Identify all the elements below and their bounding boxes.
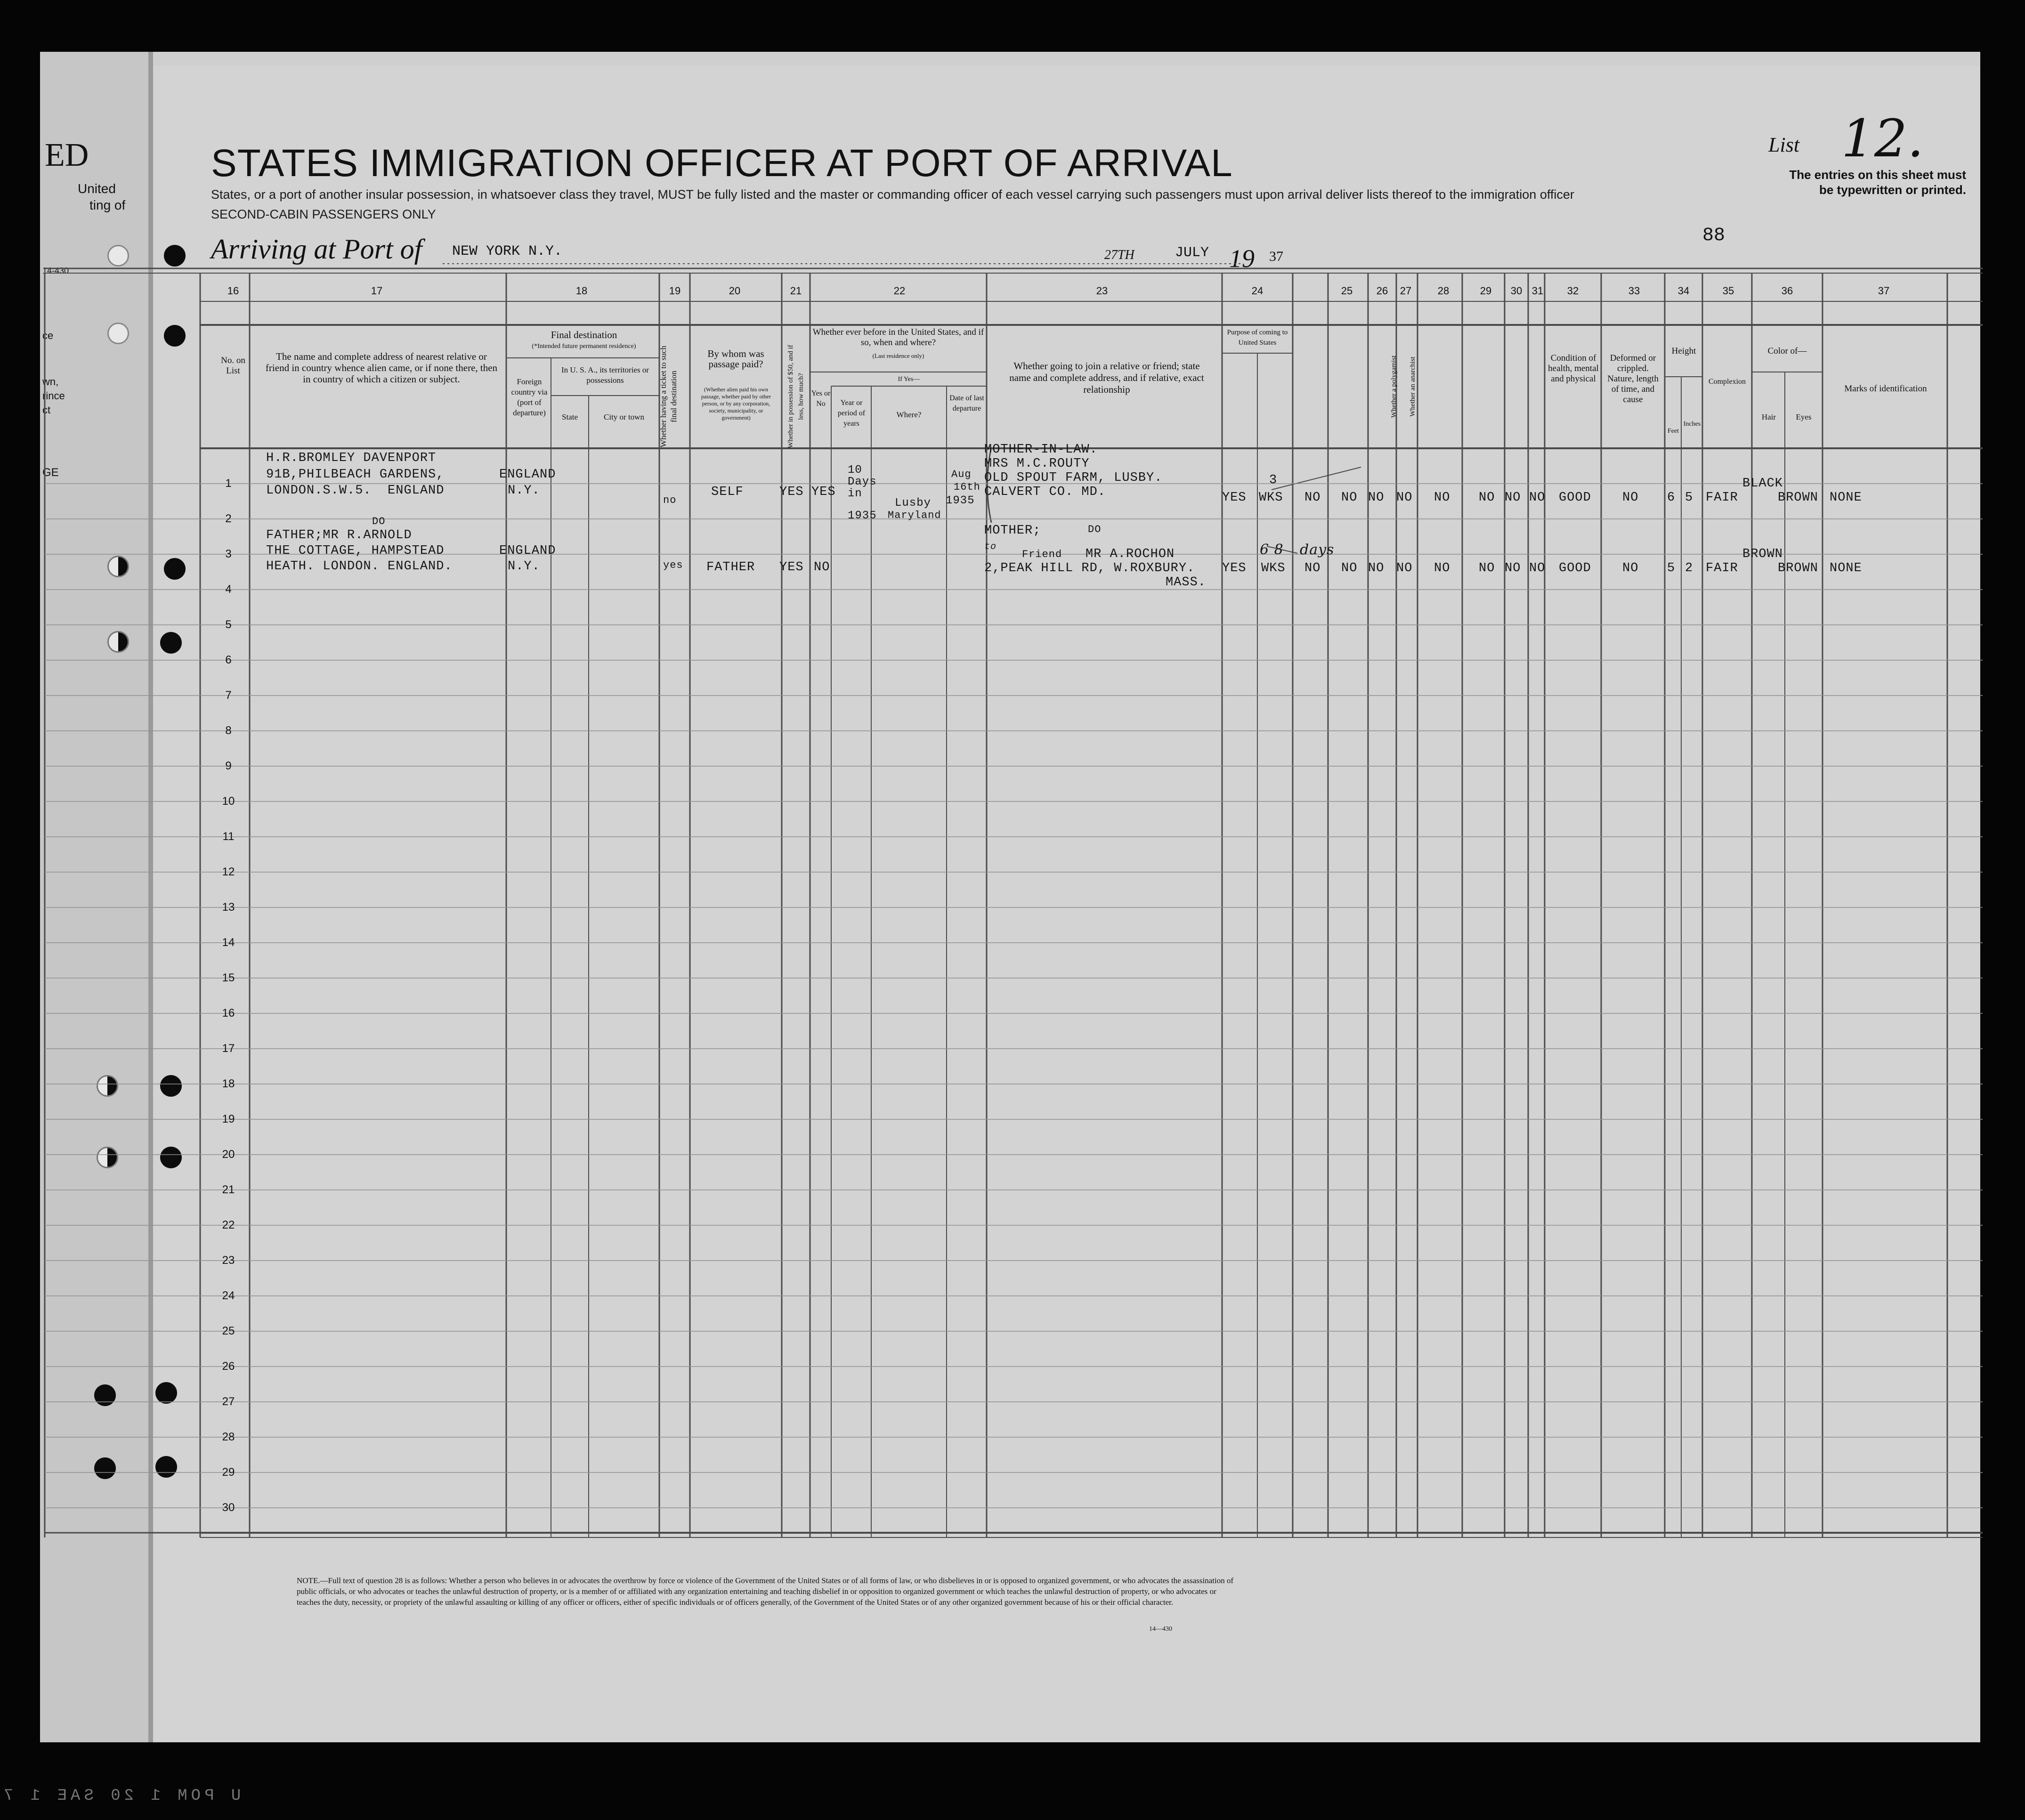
r1-col27: NO xyxy=(1368,491,1385,505)
r1-purpose: YES xyxy=(1222,491,1247,505)
r2-ditto: DO xyxy=(372,516,386,527)
header-possession: Whether in possession of $50, and if less, how much? xyxy=(787,345,805,448)
header-feet: Feet xyxy=(1667,428,1679,435)
row-number: 6 xyxy=(225,654,232,666)
col-23-number: 23 xyxy=(1096,285,1108,297)
r3-join-1: MR A.ROCHON xyxy=(1085,547,1175,561)
col-16-number: 16 xyxy=(227,285,239,297)
col-18-number: 18 xyxy=(575,285,588,297)
r3-join-friend: Friend xyxy=(1022,549,1062,560)
col-28-number: 28 xyxy=(1437,285,1450,297)
col-30-number: 30 xyxy=(1510,285,1523,297)
row-number: 13 xyxy=(222,901,235,914)
year-prefix: 19 xyxy=(1229,244,1255,273)
header-state: State xyxy=(562,413,578,421)
col-19-number: 19 xyxy=(669,285,681,297)
col-29-number: 29 xyxy=(1480,285,1492,297)
header-purpose: Purpose of coming to United States xyxy=(1227,329,1288,347)
left-fragment-rince: rince xyxy=(42,390,65,402)
header-height: Height xyxy=(1671,346,1696,356)
left-fragment-ct: ct xyxy=(42,404,51,416)
header-hair: Hair xyxy=(1761,413,1776,421)
r3-join-3: MASS. xyxy=(1166,575,1207,590)
left-fragment-wn: wn, xyxy=(42,376,59,388)
row-number: 26 xyxy=(222,1360,235,1373)
row-number: 2 xyxy=(225,512,232,525)
header-inches: Inches xyxy=(1683,421,1701,428)
row-number: 5 xyxy=(225,618,232,631)
r1-join-3: OLD SPOUT FARM, LUSBY. xyxy=(984,471,1163,485)
r3-relative-line3: HEATH. LONDON. ENGLAND. xyxy=(266,559,453,574)
r3-complexion: FAIR xyxy=(1706,561,1738,575)
r3-col31: NO xyxy=(1529,561,1546,575)
r3-length-handwritten: days xyxy=(1300,542,1335,558)
r1-col31: NO xyxy=(1529,491,1546,505)
col-27-number: 27 xyxy=(1400,285,1412,297)
row-number: 3 xyxy=(225,548,232,560)
header-last-residence: (Last residence only) xyxy=(872,352,924,359)
r1-has-50: YES xyxy=(779,485,804,499)
r3-foreign-country: ENGLAND xyxy=(499,544,556,558)
col-22-number: 22 xyxy=(893,285,906,297)
col-32-number: 32 xyxy=(1567,285,1579,297)
header-by-whom-sub: (Whether alien paid his own passage, whether paid by other person, or by any corporation, society, municipality, or government) xyxy=(701,386,771,421)
r3-purpose: YES xyxy=(1222,561,1247,575)
r1-col28: NO xyxy=(1434,491,1450,505)
header-city: City or town xyxy=(604,413,644,421)
row-number: 16 xyxy=(222,1007,235,1019)
row-number: 4 xyxy=(225,583,232,596)
r3-length-struck: 6 8 xyxy=(1260,542,1284,558)
r1-date-1: Aug xyxy=(951,469,972,480)
r1-ticket: no xyxy=(663,494,677,506)
r1-col30: NO xyxy=(1505,491,1521,505)
col-35-number: 35 xyxy=(1722,285,1734,297)
header-deformed: Deformed or crippled. Nature, length of time, and cause xyxy=(1607,353,1659,404)
col-25-number: 25 xyxy=(1341,285,1353,297)
col-33-number: 33 xyxy=(1628,285,1640,297)
header-foreign-country: Foreign country via (port of departure) xyxy=(511,377,548,417)
left-fragment-ting: ting of xyxy=(89,198,126,212)
header-going-to-join: Whether going to join a relative or friend; state name and complete address, and if relative, exact relationship xyxy=(1009,360,1204,395)
typewritten-note-line1: The entries on this sheet must xyxy=(1789,168,1966,182)
r1-hair: BLACK xyxy=(1742,477,1783,491)
r3-deformed: NO xyxy=(1622,561,1639,575)
left-fragment-code: 14-430 xyxy=(42,266,69,275)
row-number: 29 xyxy=(222,1466,235,1479)
r3-join-ditto: DO xyxy=(1088,524,1102,535)
left-fragment-ce: ce xyxy=(42,330,54,341)
r3-join-mother: MOTHER; xyxy=(984,524,1041,538)
header-where: Where? xyxy=(896,410,922,419)
row-number: 20 xyxy=(222,1148,235,1161)
r3-col27: NO xyxy=(1368,561,1385,575)
row-number: 14 xyxy=(222,936,235,949)
form-title: STATES IMMIGRATION OFFICER AT PORT OF ARRIVAL xyxy=(211,142,1233,185)
r1-relative-line3: LONDON.S.W.5. ENGLAND xyxy=(266,484,445,498)
row-number: 28 xyxy=(222,1431,235,1443)
header-final-destination: Final destination xyxy=(551,329,617,340)
col-31-number: 31 xyxy=(1531,285,1544,297)
arriving-label: Arriving at Port of xyxy=(211,234,422,265)
r1-join-2: MRS M.C.ROUTY xyxy=(984,457,1090,471)
r3-hair: BROWN xyxy=(1742,547,1783,561)
r1-state: N.Y. xyxy=(508,484,540,498)
row-number: 19 xyxy=(222,1113,235,1125)
r1-eyes: BROWN xyxy=(1778,491,1819,505)
r3-before: NO xyxy=(814,560,830,574)
col-36-number: 36 xyxy=(1781,285,1793,297)
row-number: 7 xyxy=(225,689,232,702)
r1-feet: 6 xyxy=(1667,491,1676,505)
header-polygamist: Whether a polygamist xyxy=(1390,355,1398,418)
r1-period-2: Days xyxy=(848,476,877,488)
r1-marks: NONE xyxy=(1830,491,1862,505)
row-number: 22 xyxy=(222,1219,235,1231)
header-yes-or-no: Yes or No xyxy=(811,389,831,408)
r1-date-3: 1935 xyxy=(946,494,975,507)
question-28-note: NOTE.—Full text of question 28 is as follows: Whether a person who believes in or advocates the overthrow by force or violence of the Government of the United States or of all forms of law, or who disbelieves in or is opposed to organized government, or who advocates the assassination of public officials, or who advocates or teaches the unlawful destruction of property, or is a member of or affiliated with any organization entertaining and teaching disbelief in or opposition to organized government or which teaches the unlawful destruction of property, or who advocates or teaches the duty, necessity, or propriety of the unlawful assaulting or killing of any officer or officers, either of specific individuals or of officers generally, of the Government of the United States or of any other organized government because of his or their official character. xyxy=(297,1576,1234,1607)
row-number: 17 xyxy=(222,1042,235,1055)
list-label: List xyxy=(1768,133,1800,156)
header-date-last-departure: Date of last departure xyxy=(949,394,984,413)
r1-join-4: CALVERT CO. MD. xyxy=(984,485,1106,499)
header-ever-before: Whether ever before in the United States, and if so, when and where? xyxy=(812,327,984,348)
r1-deformed: NO xyxy=(1622,491,1639,505)
col-17-number: 17 xyxy=(371,285,383,297)
r1-complexion: FAIR xyxy=(1706,491,1738,505)
r1-condition: GOOD xyxy=(1559,491,1591,505)
r1-relative-line2: 91B,PHILBEACH GARDENS, xyxy=(266,468,445,482)
r1-date-2: 16th xyxy=(954,481,980,493)
port-value: NEW YORK N.Y. xyxy=(452,243,563,259)
row-number: 10 xyxy=(222,795,235,808)
col-26-number: 26 xyxy=(1376,285,1388,297)
second-cabin-label: SECOND-CABIN PASSENGERS ONLY xyxy=(211,207,436,221)
col-20-number: 20 xyxy=(729,285,741,297)
form-instructions: States, or a port of another insular possession, in whatsoever class they travel, MUST be fully listed and the master or commanding officer of each vessel carrying such passengers must upon arrival deliver lists thereof to the immigration officer xyxy=(211,187,1574,202)
row-number: 24 xyxy=(222,1289,235,1302)
header-nearest-relative: The name and complete address of nearest relative or friend in country whence alien came, or if none there, then in country of which a citizen or subject. xyxy=(265,351,498,385)
r3-join-to: to xyxy=(984,542,997,552)
header-ticket: Whether having a ticket to such final destination xyxy=(659,346,678,447)
r3-relative-line1: FATHER;MR R.ARNOLD xyxy=(266,528,412,542)
list-number: 12. xyxy=(1841,108,1924,169)
row-number: 18 xyxy=(222,1077,235,1090)
r3-state: N.Y. xyxy=(508,559,540,574)
r1-col29: NO xyxy=(1479,491,1495,505)
header-by-whom: By whom was passage paid? xyxy=(707,348,764,370)
r3-col30: NO xyxy=(1505,561,1521,575)
year-suffix: 37 xyxy=(1269,249,1283,264)
r1-period-1: 10 xyxy=(848,464,862,477)
r1-where-2: Maryland xyxy=(888,510,941,521)
r1-length-num: 3 xyxy=(1269,473,1278,487)
r3-relative-line2: THE COTTAGE, HAMPSTEAD xyxy=(266,544,445,558)
r3-col28: NO xyxy=(1434,561,1450,575)
header-color-of: Color of— xyxy=(1767,346,1807,356)
col-34-number: 34 xyxy=(1677,285,1690,297)
header-no-on-list: No. on List xyxy=(221,356,245,376)
r3-marks: NONE xyxy=(1830,561,1862,575)
r1-relative-line1: H.R.BROMLEY DAVENPORT xyxy=(266,451,437,465)
r1-paid-by: SELF xyxy=(711,485,744,499)
left-fragment-ed: ED xyxy=(45,137,89,173)
row-number: 30 xyxy=(222,1501,235,1514)
r1-period-3: in xyxy=(848,487,862,500)
row-number: 1 xyxy=(225,477,232,490)
r1-col27b: NO xyxy=(1396,491,1413,505)
row-number: 11 xyxy=(222,830,235,843)
r3-inches: 2 xyxy=(1685,561,1693,575)
row-number: 12 xyxy=(222,866,235,878)
header-eyes: Eyes xyxy=(1796,413,1812,421)
header-year-period: Year or period of years xyxy=(837,399,866,428)
r3-feet: 5 xyxy=(1667,561,1676,575)
r1-length-unit: WKS xyxy=(1259,491,1283,505)
r1-col25: NO xyxy=(1304,491,1321,505)
row-number: 8 xyxy=(225,724,232,737)
header-in-usa: In U. S. A., its territories or possessions xyxy=(561,365,649,385)
row-number: 9 xyxy=(225,760,232,772)
r3-paid-by: FATHER xyxy=(706,560,755,574)
r3-ticket: yes xyxy=(663,559,683,571)
left-fragment-united: United xyxy=(78,181,116,196)
header-if-yes: If Yes— xyxy=(898,376,920,383)
header-anarchist: Whether an anarchist xyxy=(1409,356,1417,417)
date-day: 27TH xyxy=(1104,248,1134,262)
row-number: 27 xyxy=(222,1395,235,1408)
row-number: 15 xyxy=(222,971,235,984)
col-37-number: 37 xyxy=(1878,285,1890,297)
r1-join-1: MOTHER-IN-LAW. xyxy=(984,443,1098,457)
stamp-number: 88 xyxy=(1702,225,1725,246)
r3-col25: NO xyxy=(1304,561,1321,575)
col-21-number: 21 xyxy=(790,285,802,297)
row-number: 23 xyxy=(222,1254,235,1267)
header-complexion: Complexion xyxy=(1708,378,1746,386)
film-edge-strip: U POM 1 20 SAE 1 7 xyxy=(0,1787,241,1805)
header-marks: Marks of identification xyxy=(1844,384,1927,394)
r1-foreign-country: ENGLAND xyxy=(499,468,556,482)
header-final-destination-sub: (*Intended future permanent residence) xyxy=(532,343,636,350)
r1-before: YES xyxy=(811,485,836,499)
r3-has-50: YES xyxy=(779,560,804,574)
date-month: JULY xyxy=(1175,245,1209,261)
typewritten-note-line2: be typewritten or printed. xyxy=(1819,183,1966,197)
row-number: 21 xyxy=(222,1183,235,1196)
r3-condition: GOOD xyxy=(1559,561,1591,575)
r1-period-4: 1935 xyxy=(848,510,877,522)
r1-inches: 5 xyxy=(1685,491,1693,505)
r3-col29: NO xyxy=(1479,561,1495,575)
r3-join-2: 2,PEAK HILL RD, W.ROXBURY. xyxy=(984,561,1195,575)
form-code: 14—430 xyxy=(1149,1626,1172,1633)
header-condition: Condition of health, mental and physical xyxy=(1548,353,1599,384)
col-24-number: 24 xyxy=(1251,285,1264,297)
r1-col26: NO xyxy=(1341,491,1358,505)
r3-length-unit: WKS xyxy=(1261,561,1286,575)
r3-col27b: NO xyxy=(1396,561,1413,575)
r1-where-1: Lusby xyxy=(895,497,932,510)
row-number: 25 xyxy=(222,1325,235,1337)
left-fragment-ge: GE xyxy=(42,466,59,479)
r3-col26: NO xyxy=(1341,561,1358,575)
r3-eyes: BROWN xyxy=(1778,561,1819,575)
